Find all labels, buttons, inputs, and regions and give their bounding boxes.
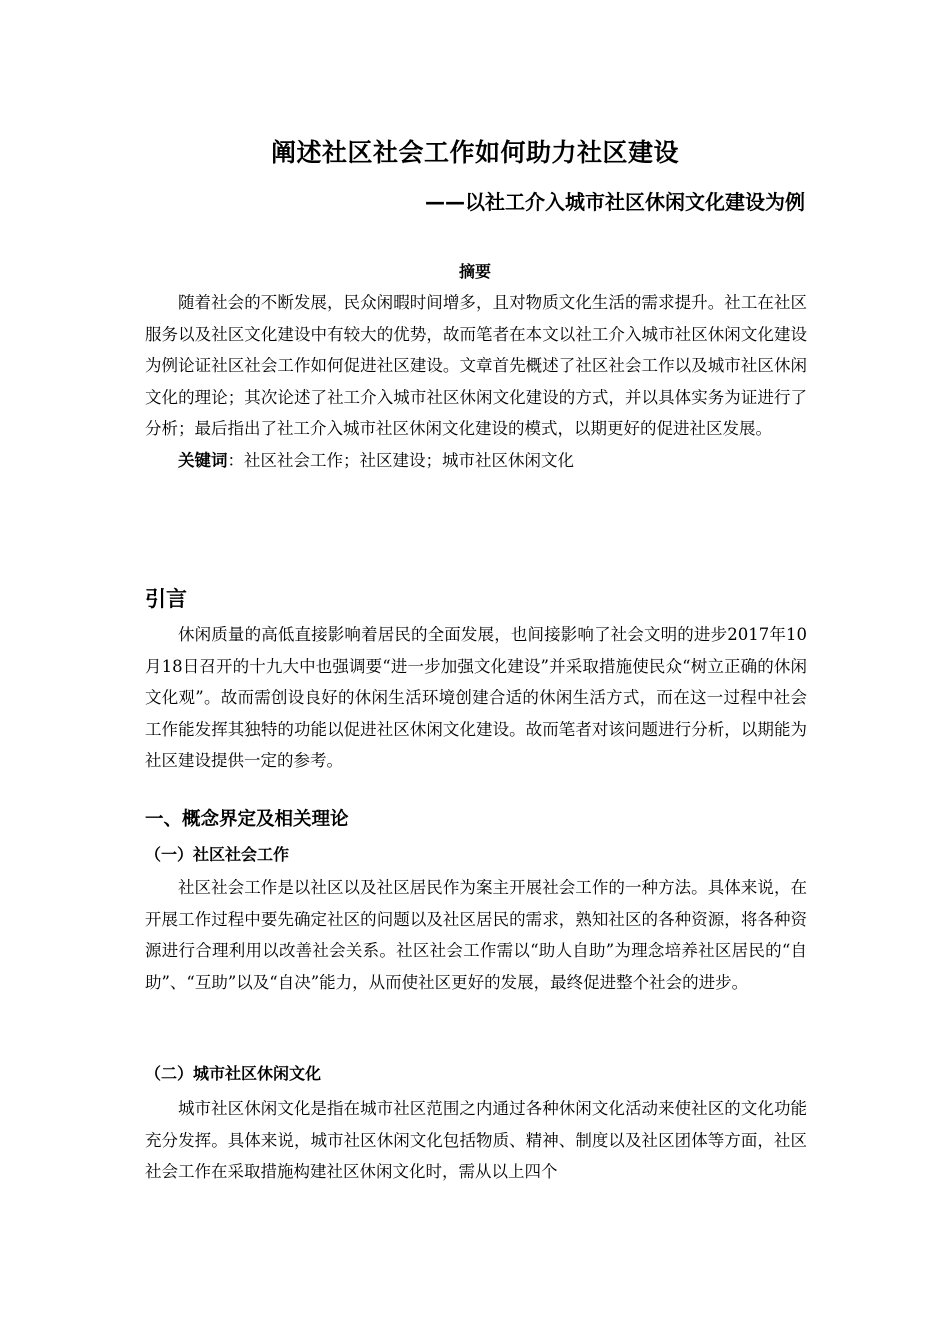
section1-sub2-paragraph: 城市社区休闲文化是指在城市社区范围之内通过各种休闲文化活动来使社区的文化功能充分发挥。具体来说，城市社区休闲文化包括物质、精神、制度以及社区团体等方面，社区社会工作在采取措施构建社区休闲文化时，需从以上四个 bbox=[145, 1099, 807, 1181]
keywords-text: ：社区社会工作；社区建设；城市社区休闲文化 bbox=[227, 450, 574, 470]
section1-sub2-heading: （二）城市社区休闲文化 bbox=[145, 1064, 322, 1083]
intro-section bbox=[145, 619, 807, 777]
section1-sub1-heading: （一）社区社会工作 bbox=[145, 845, 290, 864]
document-subtitle: ——以社工介入城市社区休闲文化建设为例 bbox=[425, 190, 805, 214]
section1-sub1-body bbox=[145, 872, 807, 998]
intro-paragraph: 休闲质量的高低直接影响着居民的全面发展，也间接影响了社会文明的进步2017年10月18日召开的十九大中也强调要“进一步加强文化建设”并采取措施使民众“树立正确的休闲文化观”。故而需创设良好的休闲生活环境创建合适的休闲生活方式，而在这一过程中社会工作能发挥其独特的功能以促进社区休闲文化建设。故而笔者对该问题进行分析，以期能为社区建设提供一定的参考。 bbox=[145, 625, 807, 770]
abstract-heading: 摘要 bbox=[458, 262, 491, 281]
section1-sub2-body bbox=[145, 1093, 807, 1188]
abstract-section bbox=[145, 287, 807, 476]
section1-heading: 一、概念界定及相关理论 bbox=[145, 809, 349, 830]
section1-sub1-paragraph: 社区社会工作是以社区以及社区居民作为案主开展社会工作的一种方法。具体来说，在开展工作过程中要先确定社区的问题以及社区居民的需求，熟知社区的各种资源，将各种资源进行合理利用以改善社会关系。社区社会工作需以“助人自助”为理念培养社区居民的“自助”、“互助”以及“自决”能力，从而使社区更好的发展，最终促进整个社会的进步。 bbox=[145, 878, 807, 992]
abstract-paragraph: 随着社会的不断发展，民众闲暇时间增多，且对物质文化生活的需求提升。社工在社区服务以及社区文化建设中有较大的优势，故而笔者在本文以社工介入城市社区休闲文化建设为例论证社区社会工作如何促进社区建设。文章首先概述了社区社会工作以及城市社区休闲文化的理论；其次论述了社工介入城市社区休闲文化建设的方式，并以具体实务为证进行了分析；最后指出了社工介入城市社区休闲文化建设的模式，以期更好的促进社区发展。 bbox=[145, 293, 807, 438]
keywords-line bbox=[145, 445, 807, 477]
intro-heading: 引言 bbox=[145, 587, 187, 611]
document-title: 阐述社区社会工作如何助力社区建设 bbox=[270, 138, 679, 167]
keywords-label: 关键词 bbox=[178, 450, 228, 470]
